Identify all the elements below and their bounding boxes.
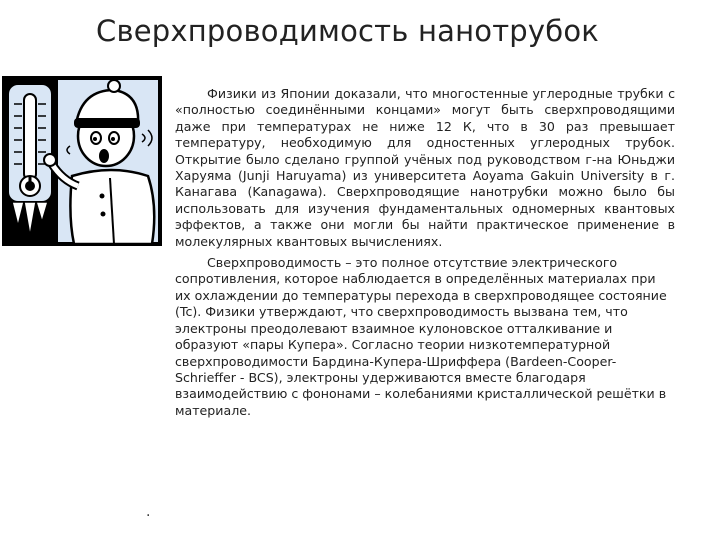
cold-man-thermometer-icon [2, 76, 162, 246]
bullet-mark: . [146, 504, 151, 520]
body-text [175, 86, 675, 419]
paragraph-nanotubes-discovery: Физики из Японии доказали, что многостенные углеродные трубки с «полностью соединёнными концами» могут быть сверхпроводящими даже при температурах не ниже 12 К, что в 30 раз превышает температуру, необходимую для одностенных углеродных трубок. Открытие было сделано группой учёных под руководством г-на Юньджи Харуяма (Junji Haruyama) из университета Aoyama Gakuin University в г. Канагава (Kanagawa). Сверхпроводящие нанотрубки можно было бы использовать для изучения фундаментальных одномерных квантовых эффектов, а также они могли бы найти практическое применение в молекулярных квантовых вычислениях. [175, 86, 675, 249]
paragraph-superconductivity-definition: Сверхпроводимость – это полное отсутствие электрического сопротивления, которое наблюдается в определённых материалах при их охлаждении до температуры перехода в сверхпроводящее состояние (Tc). Физики утверждают, что сверхпроводимость вызвана тем, что электроны преодолевают взаимное кулоновское отталкивание и образуют «пары Купера». Согласно теории низкотемпературной сверхпроводимости Бардина-Купера-Шриффера (Bardeen-Cooper-Schrieffer - BCS), электроны удерживаются вместе благодаря взаимодействию с фононами – колебаниями кристаллической решётки в материале. [175, 255, 667, 418]
slide-title: Сверхпроводимость нанотрубок [96, 14, 600, 48]
